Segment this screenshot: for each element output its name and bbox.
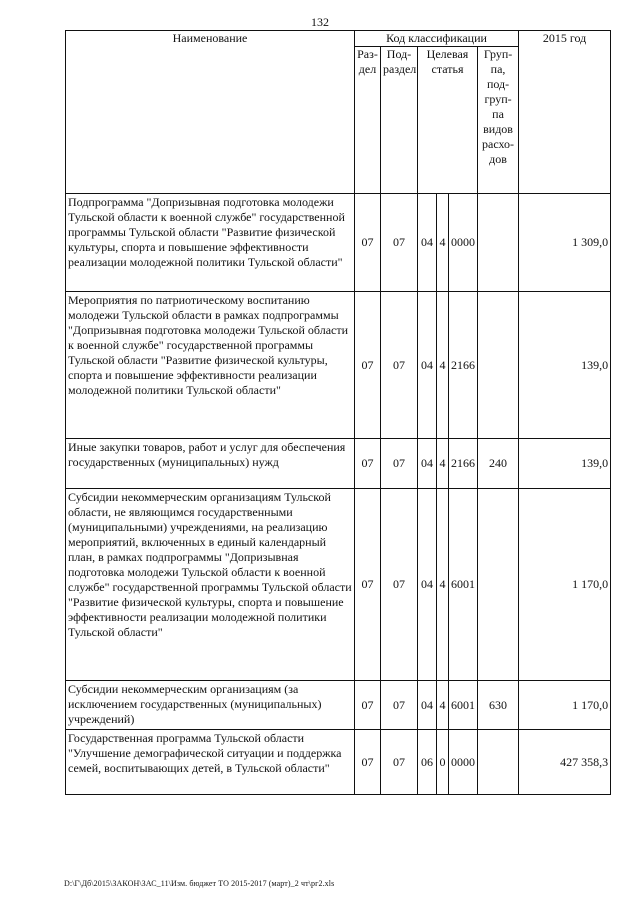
table-row (66, 194, 611, 292)
row-podrazdel: 07 (381, 489, 418, 681)
row-amount: 1 170,0 (519, 681, 611, 730)
row-amount: 139,0 (519, 292, 611, 439)
row-expense-type: 630 (478, 681, 519, 730)
row-razdel: 07 (355, 292, 381, 439)
row-target-part3: 2166 (449, 439, 478, 489)
table-row (66, 439, 611, 489)
row-target-part1: 04 (418, 194, 437, 292)
row-expense-type (478, 489, 519, 681)
row-target-part1: 04 (418, 292, 437, 439)
row-target-part1: 04 (418, 681, 437, 730)
header-podrazdel: Под- раздел (381, 47, 418, 194)
row-expense-type: 240 (478, 439, 519, 489)
file-path-footer: D:\Г\Дб\2015\ЗАКОН\ЗАС_11\Изм. бюджет ТО 2015-2017 (март)_2 чт\рг2.xls (64, 879, 335, 888)
row-podrazdel: 07 (381, 439, 418, 489)
row-target-part1: 04 (418, 489, 437, 681)
row-razdel: 07 (355, 730, 381, 795)
row-podrazdel: 07 (381, 194, 418, 292)
header-name: Наименование (66, 31, 355, 194)
row-razdel: 07 (355, 439, 381, 489)
row-razdel: 07 (355, 681, 381, 730)
row-name: Мероприятия по патриотическому воспитанию молодежи Тульской области в рамках подпрограммы "Допризывная подготовка молодежи Тульской области к военной службе" государственной программы Тульской области "Развитие физической культуры, спорта и повышение эффективности реализации молодежной политики Тульской области" (66, 292, 355, 439)
header-razdel: Раз- дел (355, 47, 381, 194)
row-target-part3: 0000 (449, 730, 478, 795)
row-amount: 1 170,0 (519, 489, 611, 681)
row-name: Иные закупки товаров, работ и услуг для обеспечения государственных (муниципальных) нужд (66, 439, 355, 489)
row-target-part3: 6001 (449, 489, 478, 681)
table-row (66, 681, 611, 730)
row-target-part1: 06 (418, 730, 437, 795)
row-podrazdel: 07 (381, 730, 418, 795)
header-year: 2015 год (519, 31, 611, 194)
row-target-part2: 4 (437, 439, 449, 489)
row-amount: 427 358,3 (519, 730, 611, 795)
row-target-part2: 4 (437, 292, 449, 439)
header-row-top (66, 31, 611, 47)
row-amount: 139,0 (519, 439, 611, 489)
row-podrazdel: 07 (381, 681, 418, 730)
page-number: 132 (311, 15, 329, 29)
row-target-part2: 0 (437, 730, 449, 795)
row-name: Государственная программа Тульской области "Улучшение демографической ситуации и поддержка семей, воспитывающих детей, в Тульской области" (66, 730, 355, 795)
row-amount: 1 309,0 (519, 194, 611, 292)
row-target-part3: 0000 (449, 194, 478, 292)
row-target-part2: 4 (437, 194, 449, 292)
row-target-part1: 04 (418, 439, 437, 489)
row-podrazdel: 07 (381, 292, 418, 439)
row-razdel: 07 (355, 194, 381, 292)
header-expense-group: Груп- па, под- груп- па видов расхо- дов (478, 47, 519, 194)
row-target-part3: 6001 (449, 681, 478, 730)
header-target-article: Целевая статья (418, 47, 478, 194)
table-row (66, 292, 611, 439)
table-row (66, 489, 611, 681)
row-expense-type (478, 292, 519, 439)
row-name: Подпрограмма "Допризывная подготовка молодежи Тульской области к военной службе" государственной программы Тульской области "Развитие физической культуры, спорта и повышение эффективности реализации молодежной политики Тульской области" (66, 194, 355, 292)
row-name: Субсидии некоммерческим организациям Тульской области, не являющимся государственными (муниципальными) учреждениями, на реализацию мероприятий, включенных в единый календарный план, в рамках подпрограммы "Допризывная подготовка молодежи Тульской области к военной службе" государственной программы Тульской области "Развитие физической культуры, спорта и повышение эффективности реализации молодежной политики Тульской области" (66, 489, 355, 681)
header-classification: Код классификации (355, 31, 519, 47)
budget-table (65, 30, 611, 795)
row-expense-type (478, 730, 519, 795)
row-target-part2: 4 (437, 489, 449, 681)
row-target-part2: 4 (437, 681, 449, 730)
row-name: Субсидии некоммерческим организациям (за исключением государственных (муниципальных) учреждений) (66, 681, 355, 730)
table-row (66, 730, 611, 795)
row-target-part3: 2166 (449, 292, 478, 439)
row-expense-type (478, 194, 519, 292)
row-razdel: 07 (355, 489, 381, 681)
